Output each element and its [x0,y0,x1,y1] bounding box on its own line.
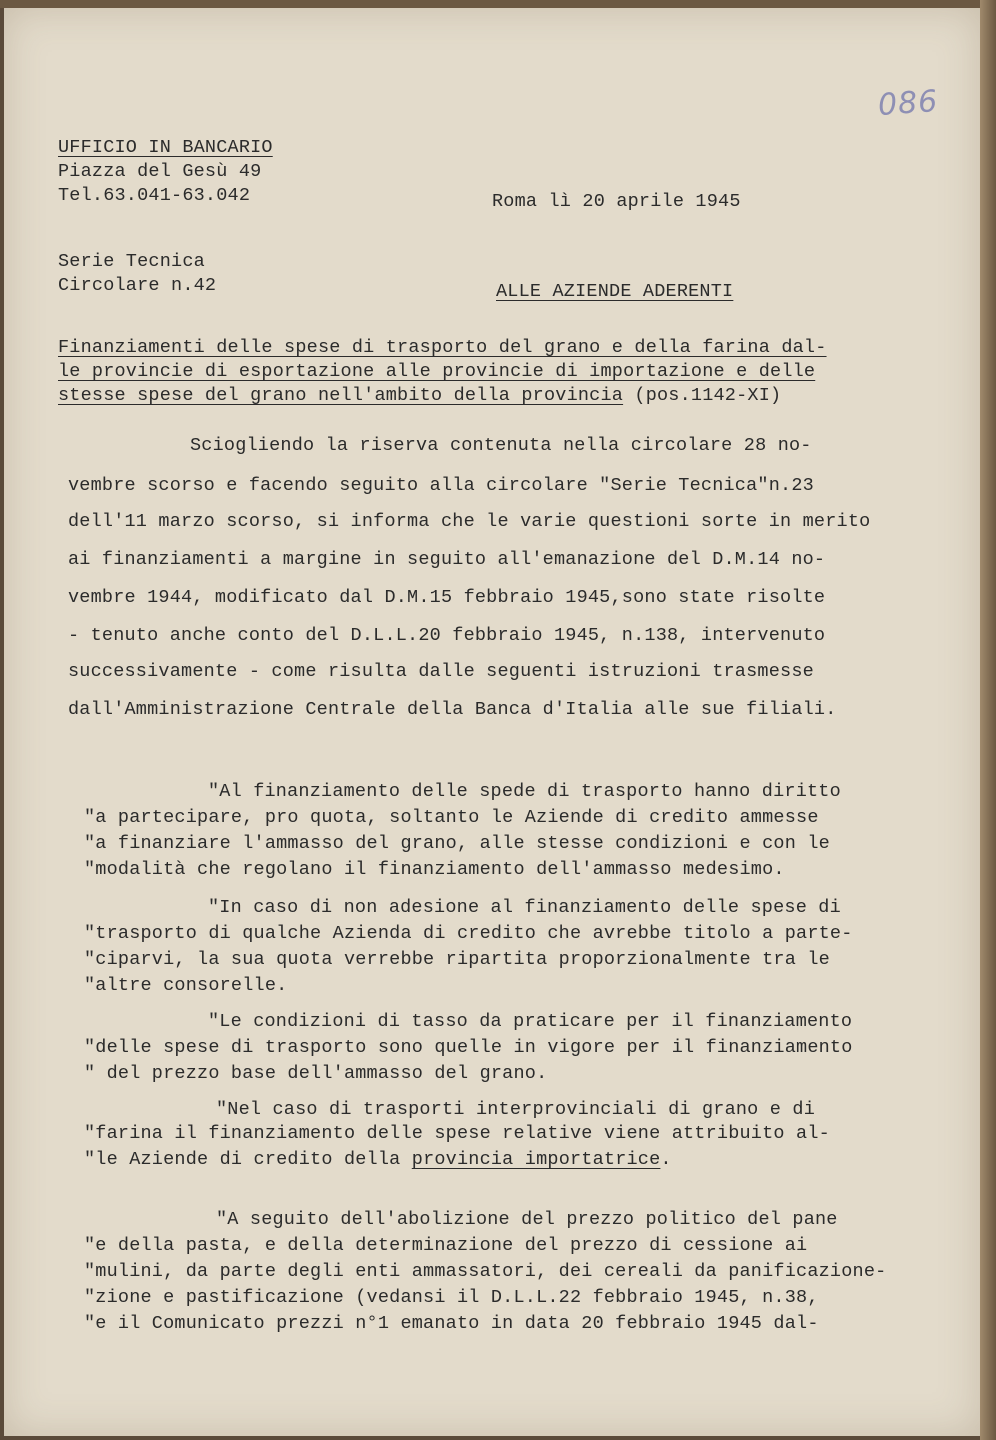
letterhead-phone: Tel.63.041-63.042 [58,185,251,206]
archive-stamp-number: 086 [876,83,940,124]
quote-line: "Al finanziamento delle spede di trasporto hanno diritto [208,781,841,802]
body-line: vembre scorso e facendo seguito alla circolare "Serie Tecnica"n.23 [68,475,814,496]
subject-line-underlined: stesse spese del grano nell'ambito della provincia [58,385,624,406]
quote-line: "modalità che regolano il finanziamento dell'ammasso medesimo. [84,859,785,880]
subject-line: le provincie di esportazione alle provincie di importazione e delle [58,361,816,382]
quote-line: "altre consorelle. [84,975,288,996]
quote-line: "Nel caso di trasporti interprovinciali di grano e di [216,1099,815,1120]
body-line: dall'Amministrazione Centrale della Banca d'Italia alle sue filiali. [68,699,837,720]
series-label: Serie Tecnica [58,251,205,272]
quote-line: "farina il finanziamento delle spese relative viene attribuito al- [84,1123,830,1144]
quote-line: "In caso di non adesione al finanziamento delle spese di [208,897,841,918]
circular-number: Circolare n.42 [58,275,217,296]
place-date: Roma lì 20 aprile 1945 [492,191,741,212]
quote-line-start: "le Aziende di credito della [84,1149,412,1170]
scan-top-border [0,0,996,8]
quote-line: " del prezzo base dell'ammasso del grano. [84,1063,548,1084]
quote-line: "ciparvi, la sua quota verrebbe ripartita proporzionalmente tra le [84,949,830,970]
subject-line [58,384,781,408]
quote-line: "Le condizioni di tasso da praticare per il finanziamento [208,1011,853,1032]
province-importer-underlined: provincia importatrice [411,1149,661,1170]
letterhead-address: Piazza del Gesù 49 [58,161,262,182]
body-line: ai finanziamenti a margine in seguito all'emanazione del D.M.14 no- [68,549,826,570]
quote-line-end: . [660,1149,672,1170]
quote-line: "a finanziare l'ammasso del grano, alle stesse condizioni e con le [84,833,830,854]
subject-position-ref: (pos.1142-XI) [623,385,782,406]
quote-line: "delle spese di trasporto sono quelle in vigore per il finanziamento [84,1037,853,1058]
body-line: dell'11 marzo scorso, si informa che le varie questioni sorte in merito [68,511,871,532]
body-line: Sciogliendo la riserva contenuta nella circolare 28 no- [190,435,812,456]
recipient-heading: ALLE AZIENDE ADERENTI [496,281,734,302]
quote-line: "a partecipare, pro quota, soltanto le Aziende di credito ammesse [84,807,819,828]
final-line: "e il Comunicato prezzi n°1 emanato in data 20 febbraio 1945 dal- [84,1313,819,1334]
document-page [4,8,980,1436]
final-line: "mulini, da parte degli enti ammassatori, dei cereali da panificazione- [84,1261,887,1282]
final-line: "e della pasta, e della determinazione del prezzo di cessione ai [84,1235,808,1256]
body-line: - tenuto anche conto del D.L.L.20 febbraio 1945, n.138, intervenuto [68,625,826,646]
subject-line: Finanziamenti delle spese di trasporto del grano e della farina dal- [58,337,827,358]
quote-line: "trasporto di qualche Azienda di credito che avrebbe titolo a parte- [84,923,853,944]
body-line: vembre 1944, modificato dal D.M.15 febbraio 1945,sono state risolte [68,587,826,608]
final-line: "A seguito dell'abolizione del prezzo politico del pane [216,1209,838,1230]
final-line: "zione e pastificazione (vedansi il D.L.L.22 febbraio 1945, n.38, [84,1287,819,1308]
body-line: successivamente - come risulta dalle seguenti istruzioni trasmesse [68,661,814,682]
quote-line [84,1148,672,1172]
letterhead-office: UFFICIO IN BANCARIO [58,137,273,158]
scan-right-edge [980,0,996,1440]
